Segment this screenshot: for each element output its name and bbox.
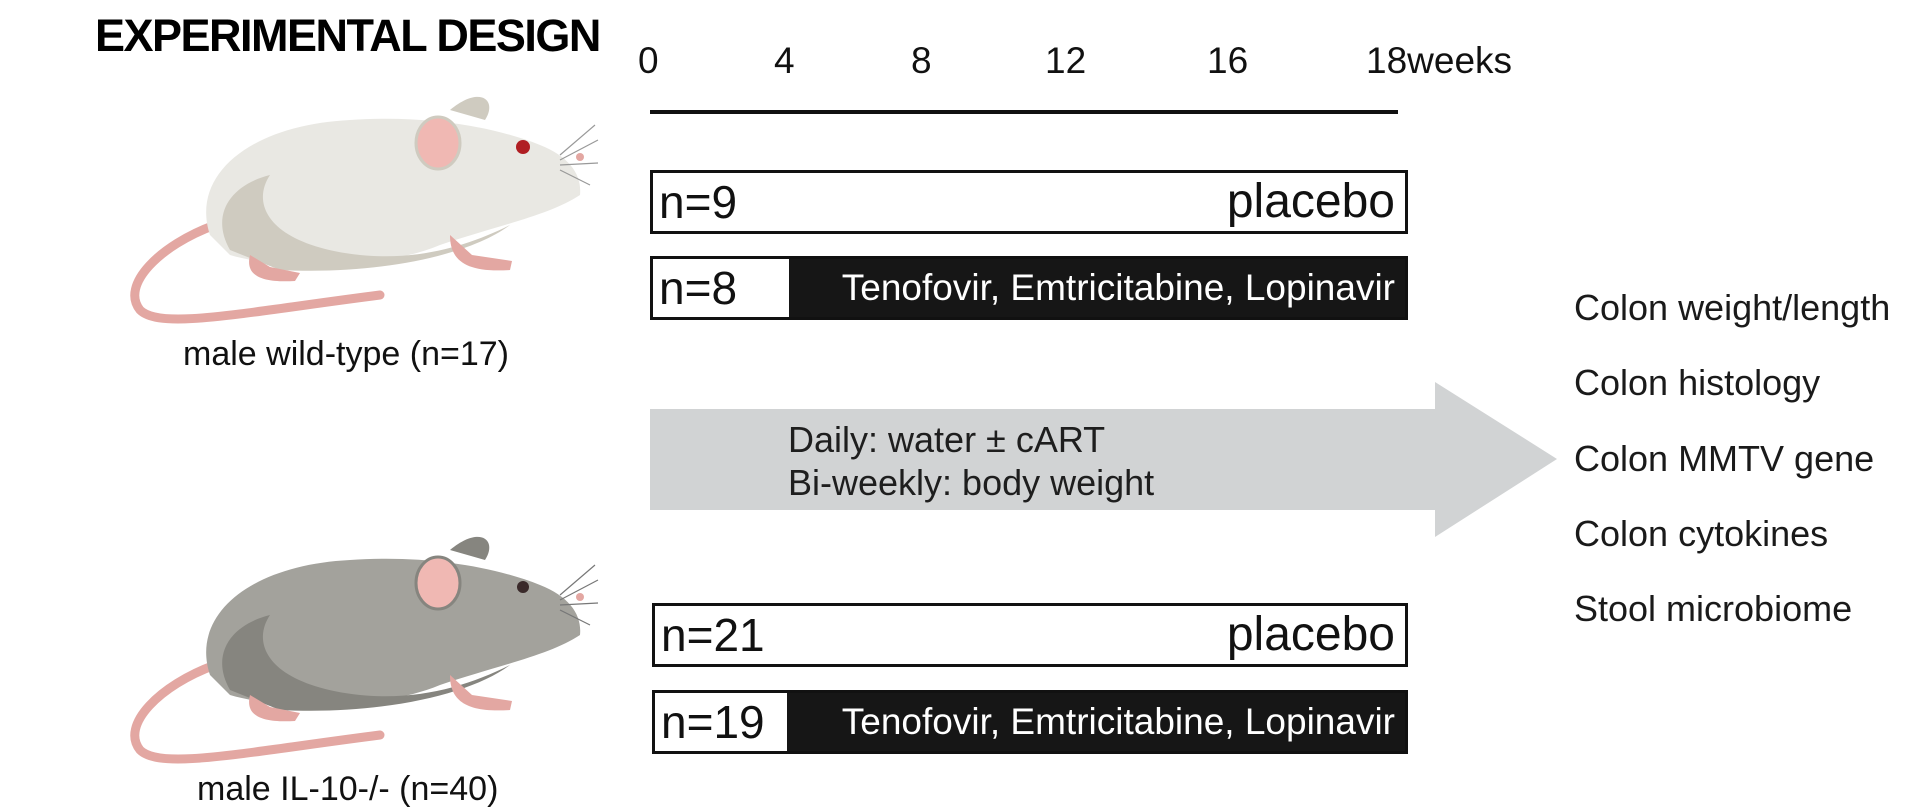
protocol-line-biweekly: Bi-weekly: body weight xyxy=(788,462,1155,503)
outcome-item: Colon weight/length xyxy=(1574,287,1891,328)
group-size: n=8 xyxy=(659,262,738,314)
treatment-label: placebo xyxy=(1226,608,1395,661)
group-size: n=21 xyxy=(661,609,765,661)
timeline-tick: 16 xyxy=(1207,40,1249,81)
outcome-item: Colon cytokines xyxy=(1574,513,1829,554)
mouse-group-label: male IL-10-/- (n=40) xyxy=(197,770,499,808)
il10-knockout-mouse-icon xyxy=(120,525,600,770)
mouse-group-label: male wild-type (n=17) xyxy=(183,335,509,373)
outcome-item: Stool microbiome xyxy=(1574,588,1853,629)
timeline-tick: 8 xyxy=(911,40,932,81)
timeline-axis xyxy=(650,110,1398,114)
protocol-line-daily: Daily: water ± cART xyxy=(788,419,1106,460)
outcome-item: Colon histology xyxy=(1574,362,1821,403)
group-bar-placebo xyxy=(652,603,1408,667)
timeline-tick: 0 xyxy=(638,40,659,81)
timeline-tick: 12 xyxy=(1045,40,1087,81)
group-bar-drug xyxy=(652,690,1408,754)
diagram-title: EXPERIMENTAL DESIGN xyxy=(95,10,600,61)
group-bar-drug xyxy=(650,256,1408,320)
wild-type-mouse-icon xyxy=(120,85,600,330)
group-bar-placebo xyxy=(650,170,1408,234)
treatment-label: placebo xyxy=(1226,175,1395,228)
treatment-label: Tenofovir, Emtricitabine, Lopinavir xyxy=(841,701,1395,742)
timeline-tick: 4 xyxy=(774,40,795,81)
outcome-item: Colon MMTV gene xyxy=(1574,438,1875,479)
timeline-tick: 18weeks xyxy=(1366,40,1513,81)
group-size: n=19 xyxy=(661,696,765,748)
group-size: n=9 xyxy=(659,176,738,228)
protocol-text xyxy=(788,418,1154,504)
treatment-label: Tenofovir, Emtricitabine, Lopinavir xyxy=(841,267,1395,308)
